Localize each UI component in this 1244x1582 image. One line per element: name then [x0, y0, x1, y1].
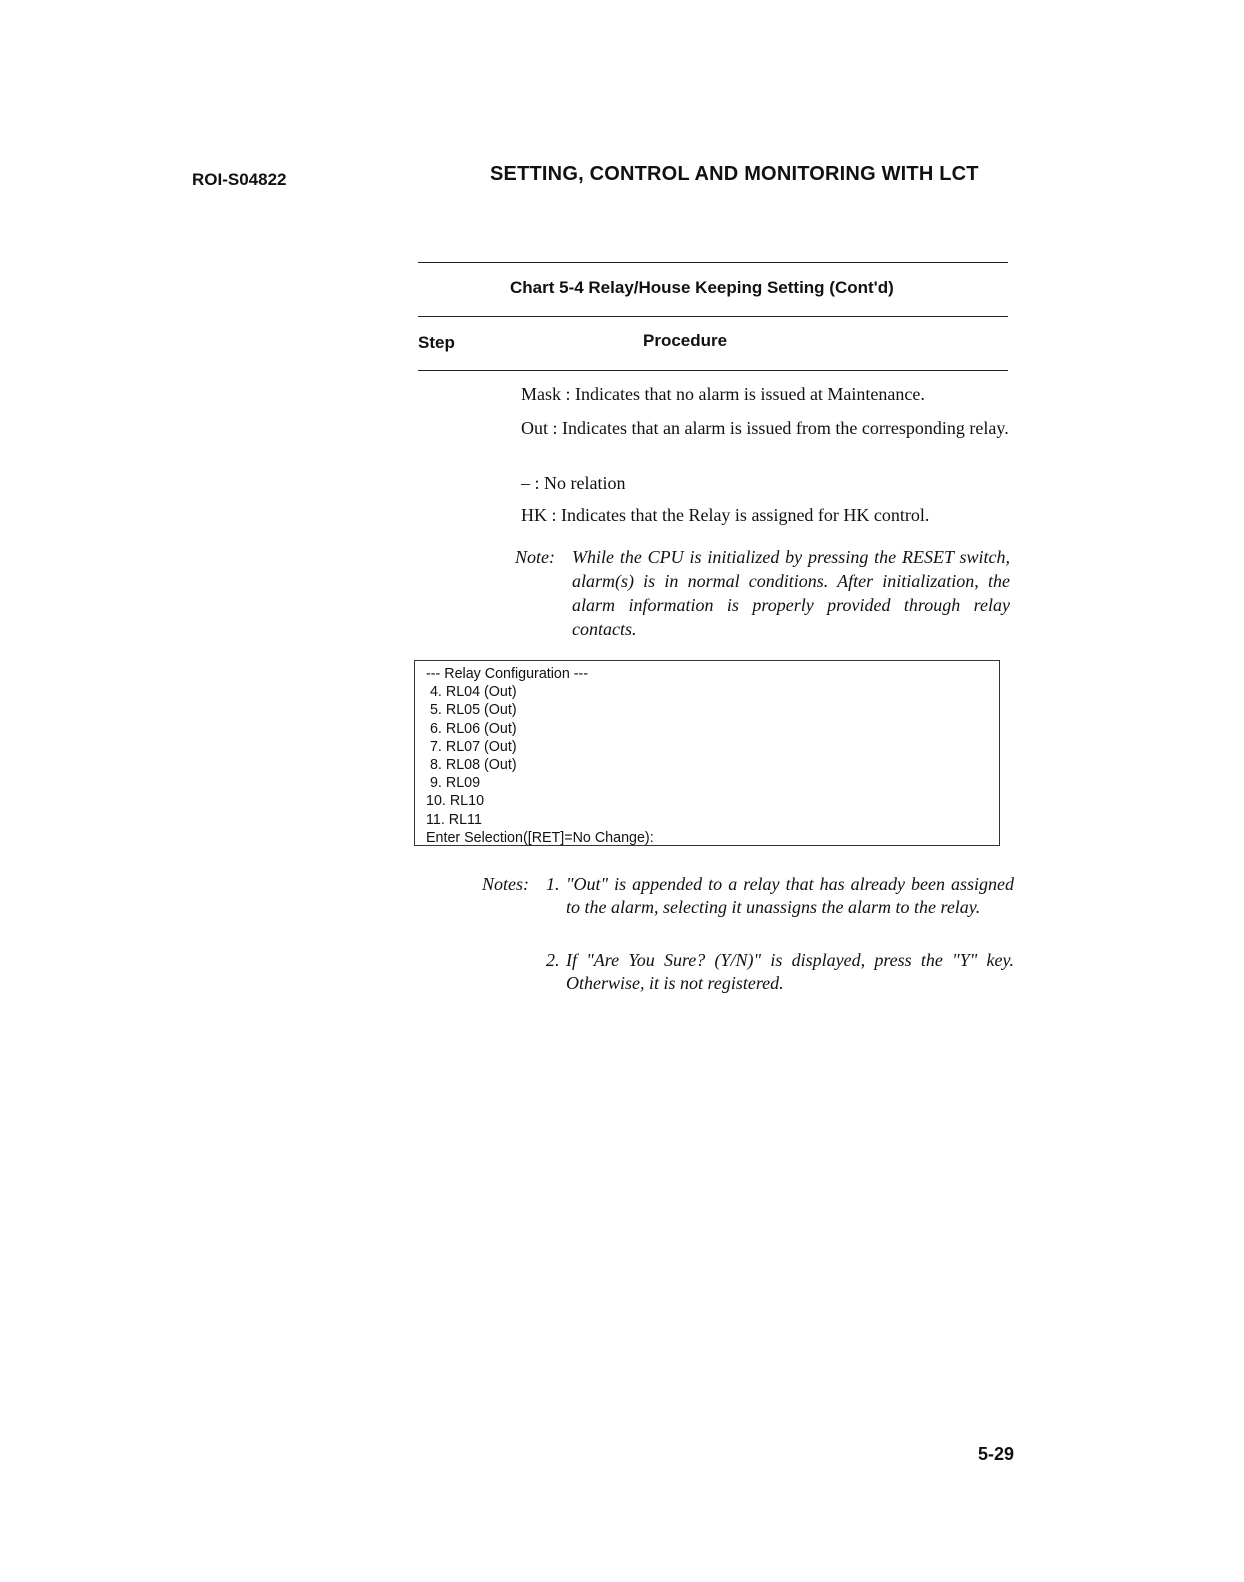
- notes-label: Notes:: [482, 874, 529, 894]
- relay-configuration-terminal: [414, 660, 1000, 846]
- note-label: Note:: [515, 547, 555, 567]
- notes-item-number: 1.: [546, 874, 560, 894]
- terminal-line-heading: --- Relay Configuration ---: [426, 666, 589, 682]
- note-text: While the CPU is initialized by pressing the RESET switch, alarm(s) is in normal conditions. After initialization, the alarm information is properly provided through relay contacts.: [572, 547, 1010, 639]
- terminal-line-rl04: 4. RL04 (Out): [426, 684, 517, 701]
- terminal-line-rl08: 8. RL08 (Out): [426, 757, 517, 774]
- terminal-line-rl05: 5. RL05 (Out): [426, 702, 517, 719]
- notes-item-1: [482, 873, 1014, 919]
- chart-title: Chart 5-4 Relay/House Keeping Setting (Cont'd): [510, 278, 894, 297]
- definition-out: Out : Indicates that an alarm is issued from the corresponding relay.: [521, 418, 1009, 438]
- terminal-line-rl06: 6. RL06 (Out): [426, 720, 517, 737]
- definition-hk: HK : Indicates that the Relay is assigned for HK control.: [521, 505, 930, 525]
- table-top-rule: [418, 262, 1008, 263]
- notes-item-text: "Out" is appended to a relay that has already been assigned to the alarm, selecting it unassigns the alarm to the relay.: [566, 874, 1014, 917]
- page-header-title: SETTING, CONTROL AND MONITORING WITH LCT: [490, 163, 979, 185]
- page-number: 5-29: [978, 1444, 1015, 1464]
- definition-mask: Mask : Indicates that no alarm is issued at Maintenance.: [521, 384, 925, 404]
- terminal-line-rl07: 7. RL07 (Out): [426, 738, 517, 755]
- definition-no-relation: – : No relation: [521, 473, 626, 493]
- terminal-line-rl09: 9. RL09: [426, 775, 481, 792]
- table-body-rule: [418, 370, 1008, 371]
- notes-label-spacer: [482, 949, 546, 995]
- notes-item-text: If "Are You Sure? (Y/N)" is displayed, press the "Y" key. Otherwise, it is not registered.: [566, 950, 1014, 993]
- column-header-step: Step: [418, 333, 455, 352]
- note-block: [515, 545, 1010, 641]
- column-header-procedure: Procedure: [643, 331, 728, 350]
- notes-item-2: [482, 949, 1014, 995]
- terminal-line-prompt: Enter Selection([RET]=No Change):: [426, 829, 654, 846]
- notes-item-number: 2.: [546, 950, 560, 970]
- terminal-line-rl10: 10. RL10: [426, 793, 485, 810]
- document-id: ROI-S04822: [192, 170, 287, 189]
- table-header-rule: [418, 316, 1008, 317]
- terminal-line-rl11: 11. RL11: [426, 811, 482, 828]
